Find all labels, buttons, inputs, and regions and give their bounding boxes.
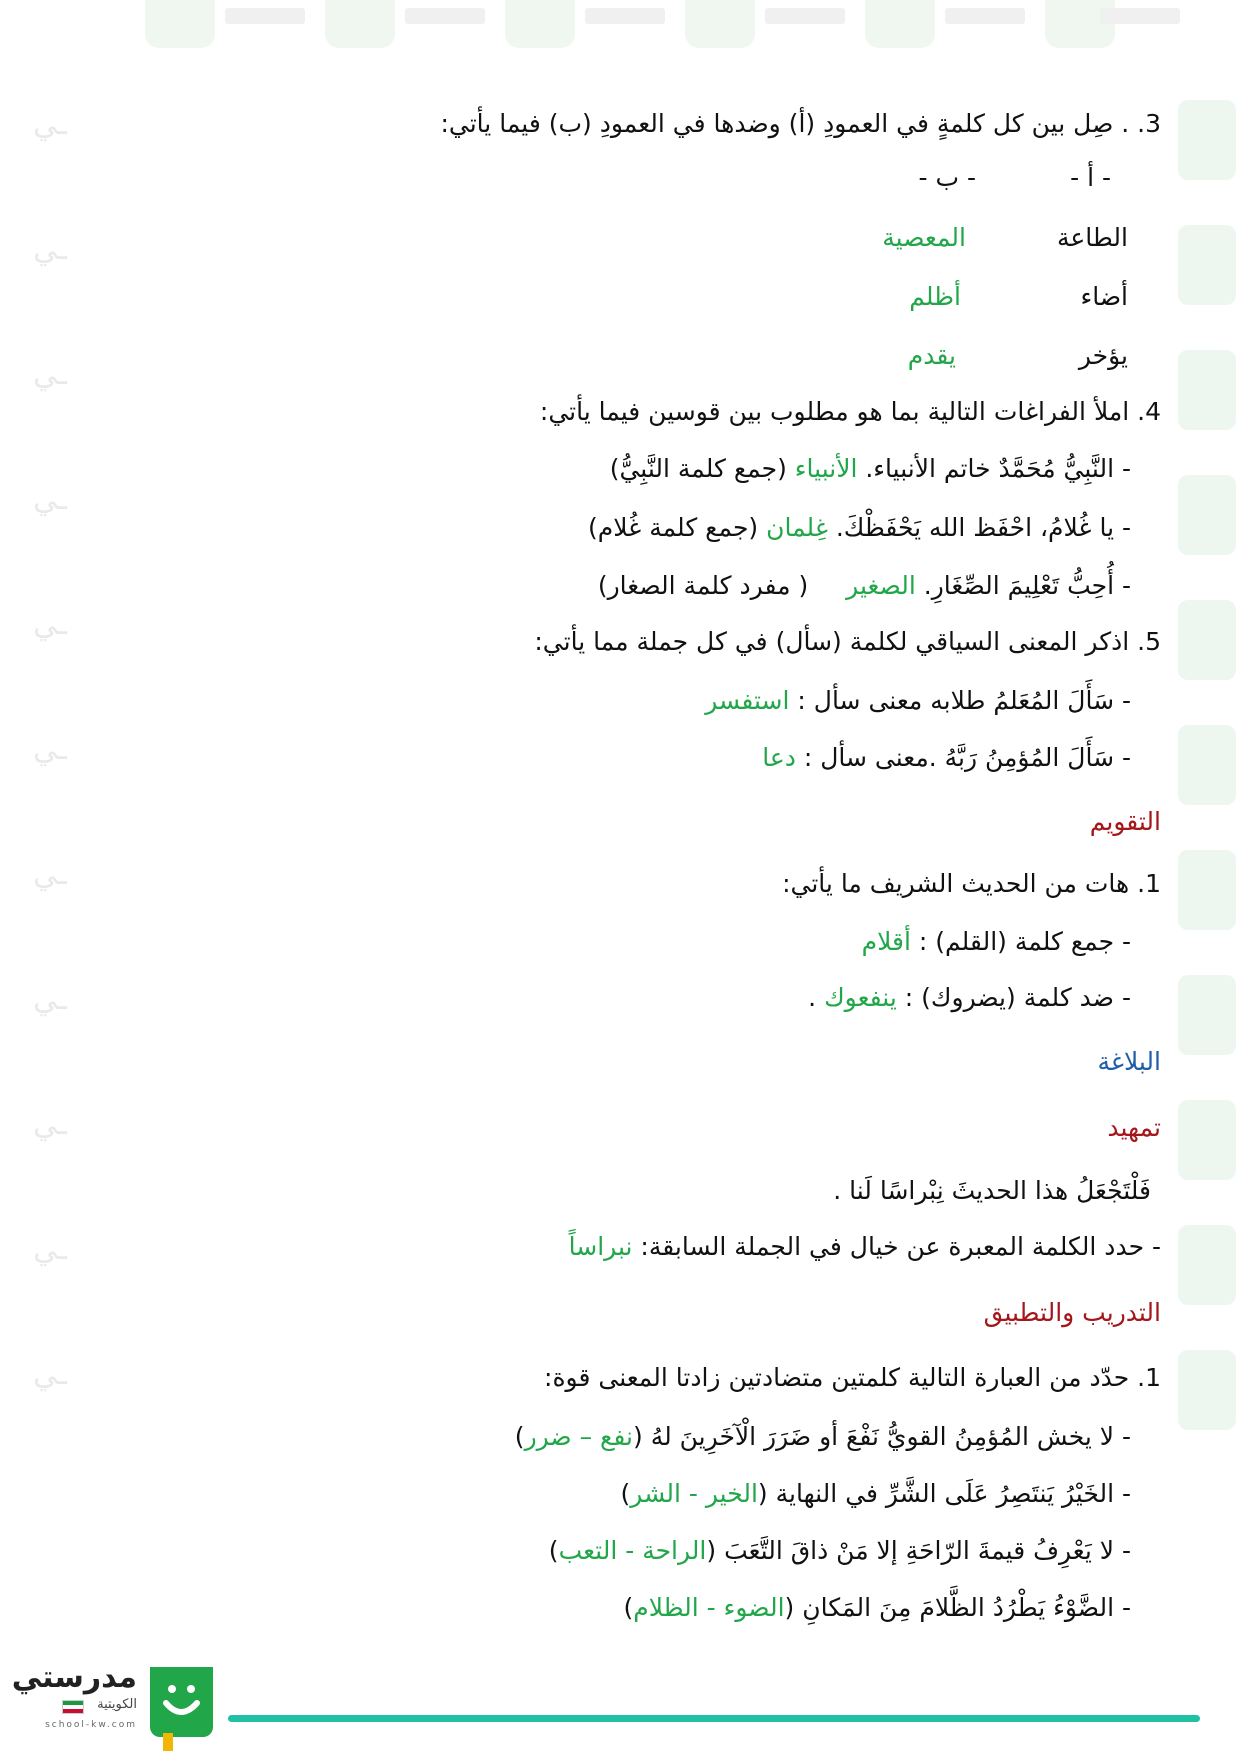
watermark-logo-icon	[1178, 725, 1236, 805]
pair-a-2: يؤخر	[1078, 341, 1128, 370]
watermark-band	[0, 0, 1241, 55]
practice-item-2	[549, 1535, 1131, 1567]
practice-sentence: - لا يَعْرِفُ قيمةَ الرّاحَةِ إلا مَنْ ذاقَ التَّعَبَ	[724, 1536, 1131, 1565]
practice-item-3	[623, 1592, 1131, 1624]
practice-sentence: - الخَيْرُ يَنتَصِرُ عَلَى الشَّرِّ في النهاية	[775, 1479, 1131, 1508]
watermark-glyph-icon: ـي	[33, 1357, 67, 1392]
practice-answer: الخير - الشر	[630, 1479, 758, 1508]
brand-subtitle: الكويتية	[97, 1697, 137, 1712]
brand-url: school-kw.com	[45, 1720, 137, 1730]
q5-answer: دعا	[762, 743, 796, 772]
pair-a-0: الطاعة	[1056, 223, 1128, 252]
practice-heading: التدريب والتطبيق	[983, 1298, 1161, 1327]
practice-close: )	[620, 1479, 631, 1508]
practice-open: (	[757, 1479, 768, 1508]
rhetoric-sentence: فَلْتَجْعَلُ هذا الحديثَ نِبْراسًا لَنا .	[833, 1176, 1151, 1205]
watermark-logo-icon	[325, 0, 395, 48]
watermark-logo-icon	[1178, 100, 1236, 180]
q4-sentence: - يا غُلامُ، احْفَظ الله يَحْفَظْكَ.	[835, 513, 1131, 542]
rhetoric-answer: نبراساً	[568, 1232, 633, 1261]
q4-answer: غِلمان	[766, 513, 828, 542]
watermark-glyph-icon: ـي	[33, 482, 67, 517]
watermark-text	[765, 8, 845, 24]
evaluation-sentence: - جمع كلمة (القلم) :	[918, 927, 1131, 956]
q5-sentence: - سَأَلَ المُؤمِنُ رَبَّهُ .معنى سأل :	[803, 743, 1131, 772]
practice-close: )	[548, 1536, 559, 1565]
watermark-logo-icon	[145, 0, 215, 48]
watermark-logo-icon	[1178, 1100, 1236, 1180]
watermark-glyph-icon: ـي	[33, 982, 67, 1017]
practice-item-1	[621, 1478, 1131, 1510]
practice-open: (	[632, 1422, 643, 1451]
q4-prompt: 4. املأ الفراغات التالية بما هو مطلوب بين قوسين فيما يأتي:	[539, 397, 1161, 426]
watermark-glyph-icon: ـي	[33, 607, 67, 642]
q5-prompt: 5. اذكر المعنى السياقي لكلمة (سأل) في كل جملة مما يأتي:	[534, 627, 1161, 656]
evaluation-answer: ينفعوك	[824, 983, 897, 1012]
watermark-logo-icon	[685, 0, 755, 48]
logo-bookmark-icon	[163, 1733, 173, 1751]
practice-prompt: 1. حدّد من العبارة التالية كلمتين متضادتين زادتا المعنى قوة:	[544, 1363, 1161, 1392]
watermark-glyph-icon: ـي	[33, 1107, 67, 1142]
watermark-glyph-icon: ـي	[33, 357, 67, 392]
evaluation-sentence: - ضد كلمة (يضروك) :	[904, 983, 1131, 1012]
evaluation-prompt: 1. هات من الحديث الشريف ما يأتي:	[782, 869, 1161, 898]
q4-answer: الصغير	[846, 571, 916, 600]
evaluation-heading: التقويم	[1089, 807, 1161, 836]
watermark-logo-icon	[865, 0, 935, 48]
evaluation-item-0	[862, 926, 1131, 958]
watermark-glyph-icon: ـي	[33, 857, 67, 892]
q4-hint: (جمع كلمة النَّبِيُّ)	[609, 454, 787, 483]
evaluation-answer: أقلام	[861, 927, 911, 956]
watermark-text	[225, 8, 305, 24]
watermark-glyph-icon: ـي	[33, 732, 67, 767]
pair-a-1: أضاء	[1080, 282, 1128, 311]
watermark-logo-icon	[1178, 975, 1236, 1055]
q4-sentence: - أُحِبُّ تَعْلِيمَ الصِّغَارِ.	[923, 571, 1131, 600]
watermark-logo-icon	[505, 0, 575, 48]
brand-name: مدرستي	[11, 1660, 137, 1695]
q4-hint: ( مفرد كلمة الصغار)	[597, 571, 809, 600]
practice-answer: الضوء - الظلام	[633, 1593, 785, 1622]
watermark-text	[405, 8, 485, 24]
footer-divider	[228, 1715, 1200, 1722]
q5-sentence: - سَأَلَ المُعَلمُ طلابه معنى سأل :	[797, 686, 1131, 715]
q4-item-0	[610, 453, 1131, 485]
evaluation-item-1	[808, 982, 1131, 1014]
practice-sentence: - الضَّوْءُ يَطْرُدُ الظَّلامَ مِنَ المَكانِ	[802, 1593, 1131, 1622]
rhetoric-question: - حدد الكلمة المعبرة عن خيال في الجملة السابقة:	[640, 1232, 1161, 1261]
q4-sentence: - النَّبِيُّ مُحَمَّدٌ خاتم الأنبياء.	[865, 454, 1131, 483]
practice-answer: الراحة - التعب	[558, 1536, 707, 1565]
q5-item-1	[762, 742, 1131, 774]
practice-close: )	[623, 1593, 634, 1622]
watermark-text	[585, 8, 665, 24]
col-b-header: - ب -	[918, 163, 976, 192]
pair-b-0: المعصية	[882, 223, 966, 252]
q4-answer: الأنبياء	[794, 454, 858, 483]
q4-hint: (جمع كلمة غُلام)	[588, 513, 759, 542]
rhetoric-question-line	[569, 1231, 1161, 1263]
watermark-logo-icon	[1178, 600, 1236, 680]
watermark-logo-icon	[1178, 1350, 1236, 1430]
q4-item-1	[588, 512, 1131, 544]
practice-sentence: - لا يخش المُؤمِنُ القويُّ نَفْعَ أو ضَرَرَ الْآخَرِينَ لهُ	[650, 1422, 1131, 1451]
intro-heading: تمهيد	[1107, 1113, 1161, 1142]
pair-b-2: يقدم	[907, 341, 956, 370]
watermark-logo-icon	[1178, 350, 1236, 430]
q5-item-0	[705, 685, 1131, 717]
watermark-text	[1100, 8, 1180, 24]
watermark-glyph-icon: ـي	[33, 107, 67, 142]
q4-item-2	[598, 570, 1131, 602]
watermark-logo-icon	[1178, 225, 1236, 305]
practice-close: )	[514, 1422, 525, 1451]
pair-b-1: أظلم	[909, 282, 961, 311]
q5-answer: استفسر	[705, 686, 790, 715]
evaluation-tail: .	[808, 983, 817, 1012]
col-a-header: - أ -	[1070, 163, 1111, 192]
watermark-glyph-icon: ـي	[33, 1232, 67, 1267]
watermark-logo-icon	[1178, 1225, 1236, 1305]
q3-prompt: 3. . صِل بين كل كلمةٍ في العمودِ (أ) وضدها في العمودِ (ب) فيما يأتي:	[440, 109, 1161, 138]
kuwait-flag-icon	[62, 1700, 84, 1714]
watermark-logo-icon	[1178, 850, 1236, 930]
practice-answer: نفع – ضرر	[524, 1422, 633, 1451]
practice-open: (	[784, 1593, 795, 1622]
practice-open: (	[706, 1536, 717, 1565]
watermark-text	[945, 8, 1025, 24]
watermark-glyph-icon: ـي	[33, 232, 67, 267]
rhetoric-heading: البلاغة	[1097, 1047, 1161, 1076]
practice-item-0	[515, 1421, 1131, 1453]
school-logo-icon	[150, 1667, 213, 1737]
watermark-logo-icon	[1178, 475, 1236, 555]
